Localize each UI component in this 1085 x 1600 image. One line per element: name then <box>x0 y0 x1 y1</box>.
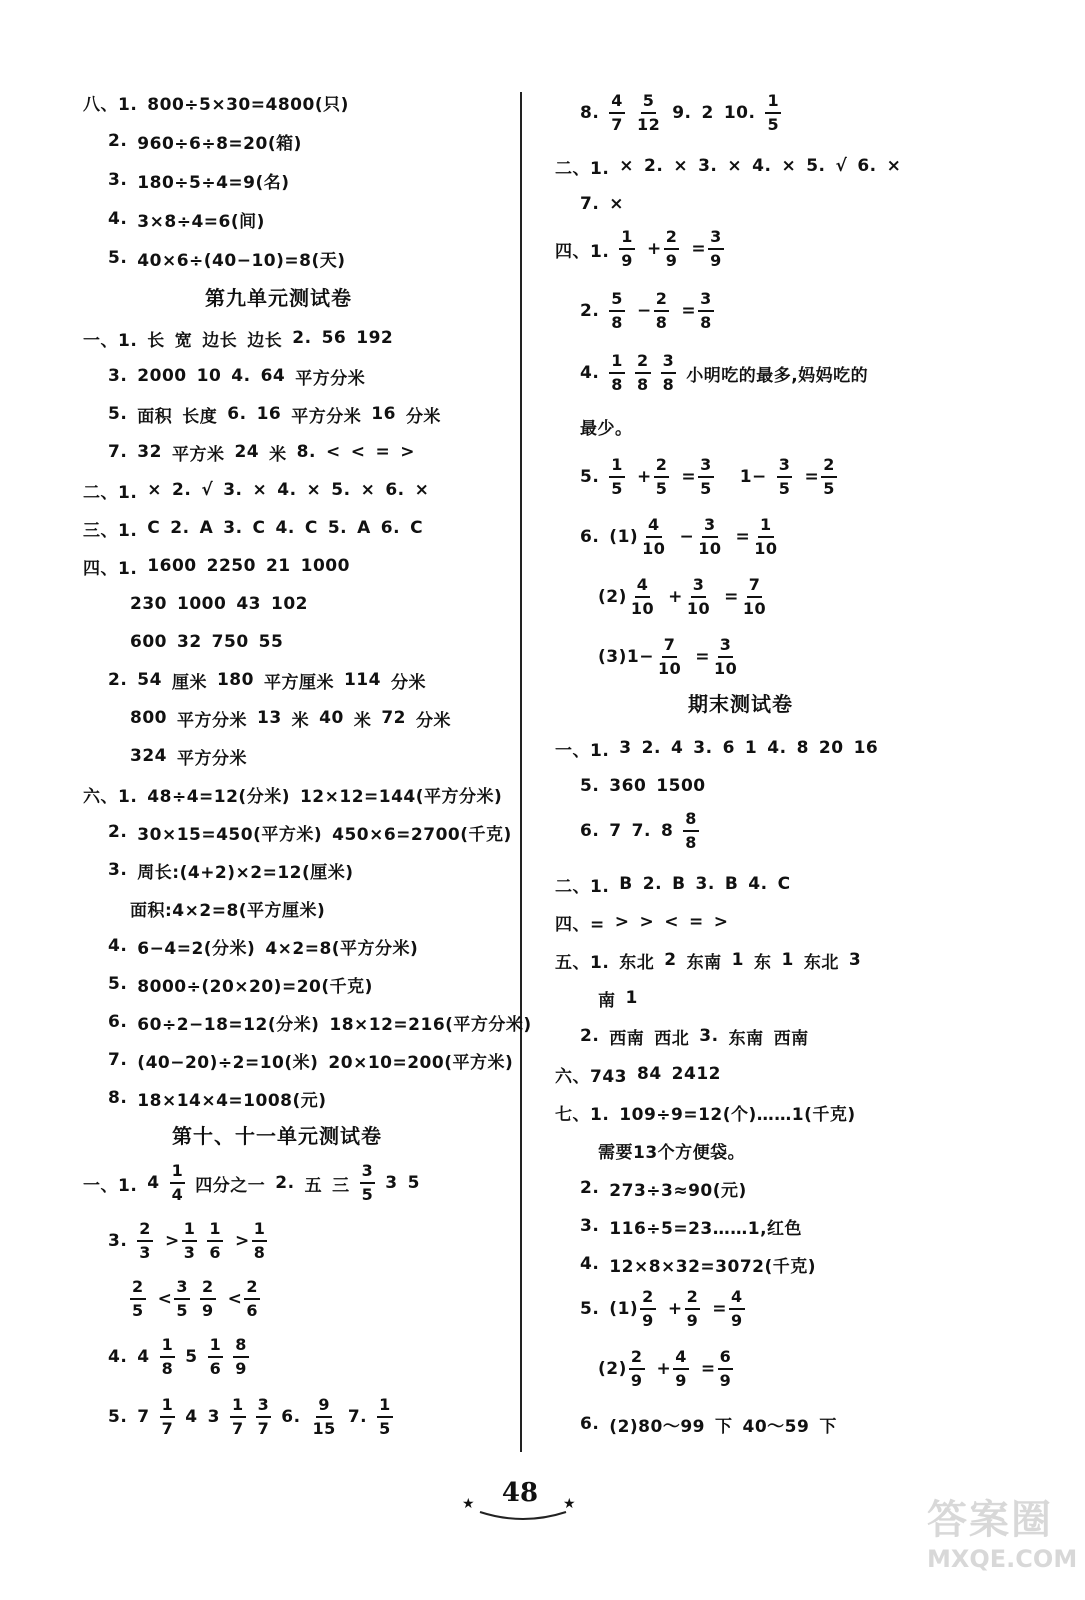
answer-line: 5. 面积 长度 6. 16 平方分米 16 分米 <box>108 404 441 427</box>
answer-line: 3. $\frac{2}{3}$ > $\frac{1}{3}$ $\frac{1}{6}$ > $\frac{1}{8}$ <box>108 1219 266 1262</box>
section-title: 期末测试卷 <box>688 692 793 716</box>
fraction: $\frac{5}{12}$ <box>636 91 661 134</box>
fraction: $\frac{2}{8}$ <box>636 351 649 394</box>
fraction: $\frac{4}{10}$ <box>642 515 666 558</box>
fraction: $\frac{2}{5}$ <box>823 455 835 498</box>
answer-line: 600 32 750 55 <box>130 632 284 652</box>
answer-line: 324 平方分米 <box>130 746 247 769</box>
answer-line: 需要13个方便袋。 <box>598 1142 746 1163</box>
fraction: $\frac{1}{4}$ <box>171 1161 184 1204</box>
fraction: $\frac{1}{6}$ <box>209 1335 222 1378</box>
answer-line: 800 平方分米 13 米 40 米 72 分米 <box>130 708 452 731</box>
watermark-logo: 答案圈 MXQE.COM <box>927 1497 1078 1573</box>
answer-line: 4. $\frac{1}{8}$ $\frac{2}{8}$ $\frac{3}{8}$ 小明吃的最多,妈妈吃的 <box>580 351 869 394</box>
answer-line: 4. 3×8÷4=6(间) <box>108 209 265 232</box>
fraction: $\frac{1}{3}$ <box>183 1219 196 1262</box>
answer-line: 三、1. C 2. A 3. C 4. C 5. A 6. C <box>83 518 424 541</box>
fraction: $\frac{2}{3}$ <box>139 1219 151 1262</box>
answer-line: 四、1. $\frac{1}{9}$ + $\frac{2}{9}$ = $\frac{3}{9}$ <box>555 227 722 270</box>
section-title: 第九单元测试卷 <box>205 286 352 310</box>
answer-line: 4. 6−4=2(分米) 4×2=8(平方分米) <box>108 936 419 959</box>
answer-line: 八、1. 800÷5×30=4800(只) <box>83 94 349 115</box>
answer-line: 7. × <box>580 194 625 214</box>
page-number: 48 <box>501 1478 539 1508</box>
answer-line: 4. 4 $\frac{1}{8}$ 5 $\frac{1}{6}$ $\frac{8}{9}$ <box>108 1335 247 1378</box>
fraction: $\frac{8}{8}$ <box>685 809 697 852</box>
fraction: $\frac{4}{9}$ <box>675 1347 687 1390</box>
fraction: $\frac{1}{8}$ <box>611 351 623 394</box>
answer-line: 四、= > > < = > <box>555 912 729 935</box>
fraction: $\frac{2}{9}$ <box>202 1277 214 1320</box>
fraction: $\frac{3}{10}$ <box>686 575 711 618</box>
page-footer <box>0 1478 1085 1538</box>
fraction: $\frac{7}{10}$ <box>742 575 767 618</box>
fraction: $\frac{3}{9}$ <box>710 227 722 270</box>
answer-line: 4. 12×8×32=3072(千克) <box>580 1254 817 1277</box>
answer-line: 六、743 84 2412 <box>555 1064 721 1087</box>
fraction: $\frac{3}{8}$ <box>700 289 712 332</box>
answer-line: 面积:4×2=8(平方厘米) <box>130 900 326 921</box>
answer-line: 最少。 <box>580 418 633 439</box>
fraction: $\frac{1}{9}$ <box>621 227 633 270</box>
star-icon: ★ <box>462 1496 475 1512</box>
fraction: $\frac{4}{10}$ <box>630 575 655 618</box>
fraction: $\frac{1}{5}$ <box>767 91 780 134</box>
answer-line: 2. 960÷6÷8=20(箱) <box>108 131 302 154</box>
fraction: $\frac{2}{5}$ <box>655 455 668 498</box>
answer-line: 3. 180÷5÷4=9(名) <box>108 170 290 193</box>
answer-line: 二、1. × 2. √ 3. × 4. × 5. × 6. × <box>83 480 430 503</box>
fraction: $\frac{1}{7}$ <box>231 1395 244 1438</box>
fraction: $\frac{2}{9}$ <box>642 1287 654 1330</box>
answer-line: 5. $\frac{1}{5}$ + $\frac{2}{5}$ = $\frac{3}{5}$ 1− $\frac{3}{5}$ = $\frac{2}{5}$ <box>580 455 835 498</box>
answer-line: 一、1. 长 宽 边长 边长 2. 56 192 <box>83 328 394 351</box>
answer-line: 5. 40×6÷(40−10)=8(天) <box>108 248 346 271</box>
answer-line: 5. 360 1500 <box>580 776 706 796</box>
answer-line: 5. (1) $\frac{2}{9}$ + $\frac{2}{9}$ = $\frac{4}{9}$ <box>580 1287 743 1330</box>
answer-line: $\frac{2}{5}$ < $\frac{3}{5}$ $\frac{2}{9}$ < $\frac{2}{6}$ <box>132 1277 259 1320</box>
answer-line: (3)1− $\frac{7}{10}$ = $\frac{3}{10}$ <box>598 635 738 678</box>
answer-line: 7. (40−20)÷2=10(米) 20×10=200(平方米) <box>108 1050 514 1073</box>
answer-line: 2. 西南 西北 3. 东南 西南 <box>580 1026 809 1049</box>
answer-line: 6. 60÷2−18=12(分米) 18×12=216(平方分米) <box>108 1012 532 1035</box>
answer-line: 5. 8000÷(20×20)=20(千克) <box>108 974 373 997</box>
fraction: $\frac{2}{9}$ <box>630 1347 643 1390</box>
fraction: $\frac{1}{7}$ <box>161 1395 174 1438</box>
answer-line: 6. (1) $\frac{4}{10}$ − $\frac{3}{10}$ = $\frac{1}{10}$ <box>580 515 778 558</box>
swoosh-underline <box>478 1508 568 1522</box>
answer-line: 四、1. 1600 2250 21 1000 <box>83 556 350 579</box>
fraction: $\frac{1}{6}$ <box>209 1219 221 1262</box>
fraction: $\frac{2}{5}$ <box>132 1277 144 1320</box>
fraction: $\frac{3}{5}$ <box>361 1161 374 1204</box>
fraction: $\frac{7}{10}$ <box>657 635 682 678</box>
answer-line: 7. 32 平方米 24 米 8. < < = > <box>108 442 415 465</box>
answer-line: 二、1. × 2. × 3. × 4. × 5. √ 6. × <box>555 156 902 179</box>
answer-line: (2) $\frac{4}{10}$ + $\frac{3}{10}$ = $\frac{7}{10}$ <box>598 575 767 618</box>
fraction: $\frac{4}{9}$ <box>730 1287 743 1330</box>
answer-line: 8. 18×14×4=1008(元) <box>108 1088 327 1111</box>
fraction: $\frac{1}{8}$ <box>161 1335 174 1378</box>
answer-line: 6. (2)80～99 下 40～59 下 <box>580 1414 837 1437</box>
fraction: $\frac{3}{10}$ <box>713 635 738 678</box>
column-divider <box>520 92 522 1452</box>
fraction: $\frac{9}{15}$ <box>312 1395 336 1438</box>
answer-line: 8. $\frac{4}{7}$ $\frac{5}{12}$ 9. 2 10. $\frac{1}{5}$ <box>580 91 780 134</box>
fraction: $\frac{2}{9}$ <box>686 1287 699 1330</box>
fraction: $\frac{3}{5}$ <box>778 455 791 498</box>
answer-line: 一、1. 4 $\frac{1}{4}$ 四分之一 2. 五 三 $\frac{3}{5}$ 3 5 <box>83 1161 420 1204</box>
star-icon: ★ <box>563 1496 576 1512</box>
fraction: $\frac{1}{10}$ <box>754 515 778 558</box>
answer-line: 2. 273÷3≈90(元) <box>580 1178 747 1201</box>
fraction: $\frac{2}{6}$ <box>246 1277 259 1320</box>
fraction: $\frac{1}{5}$ <box>611 455 623 498</box>
fraction: $\frac{2}{8}$ <box>655 289 668 332</box>
answer-line: 230 1000 43 102 <box>130 594 308 614</box>
answer-line: 2. 54 厘米 180 平方厘米 114 分米 <box>108 670 426 693</box>
answer-line: 2. 30×15=450(平方米) 450×6=2700(千克) <box>108 822 512 845</box>
answer-line: 3. 116÷5=23……1,红色 <box>580 1216 803 1239</box>
fraction: $\frac{1}{5}$ <box>379 1395 391 1438</box>
fraction: $\frac{4}{7}$ <box>611 91 623 134</box>
answer-line: 五、1. 东北 2 东南 1 东 1 东北 3 <box>555 950 862 973</box>
answer-line: (2) $\frac{2}{9}$ + $\frac{4}{9}$ = $\frac{6}{9}$ <box>598 1347 732 1390</box>
answer-line: 5. 7 $\frac{1}{7}$ 4 3 $\frac{1}{7}$ $\frac{3}{7}$ 6. $\frac{9}{15}$ 7. $\frac{1}{5}$ <box>108 1395 391 1438</box>
answer-line: 二、1. B 2. B 3. B 4. C <box>555 874 791 897</box>
fraction: $\frac{2}{9}$ <box>665 227 678 270</box>
fraction: $\frac{3}{7}$ <box>257 1395 270 1438</box>
fraction: $\frac{6}{9}$ <box>719 1347 732 1390</box>
fraction: $\frac{3}{5}$ <box>176 1277 189 1320</box>
fraction: $\frac{3}{5}$ <box>700 455 712 498</box>
answer-line: 一、1. 3 2. 4 3. 6 1 4. 8 20 16 <box>555 738 879 761</box>
answer-line: 六、1. 48÷4=12(分米) 12×12=144(平方分米) <box>83 786 503 807</box>
answer-line: 6. 7 7. 8 $\frac{8}{8}$ <box>580 809 697 852</box>
section-title: 第十、十一单元测试卷 <box>172 1124 382 1148</box>
answer-line: 2. $\frac{5}{8}$ − $\frac{2}{8}$ = $\frac{3}{8}$ <box>580 289 712 332</box>
fraction: $\frac{3}{8}$ <box>662 351 675 394</box>
answer-line: 七、1. 109÷9=12(个)……1(千克) <box>555 1104 856 1125</box>
fraction: $\frac{5}{8}$ <box>611 289 623 332</box>
fraction: $\frac{8}{9}$ <box>235 1335 247 1378</box>
answer-line: 南 1 <box>598 988 638 1011</box>
answer-line: 3. 周长:(4+2)×2=12(厘米) <box>108 860 354 883</box>
fraction: $\frac{1}{8}$ <box>253 1219 266 1262</box>
fraction: $\frac{3}{10}$ <box>698 515 722 558</box>
answer-line: 3. 2000 10 4. 64 平方分米 <box>108 366 366 389</box>
